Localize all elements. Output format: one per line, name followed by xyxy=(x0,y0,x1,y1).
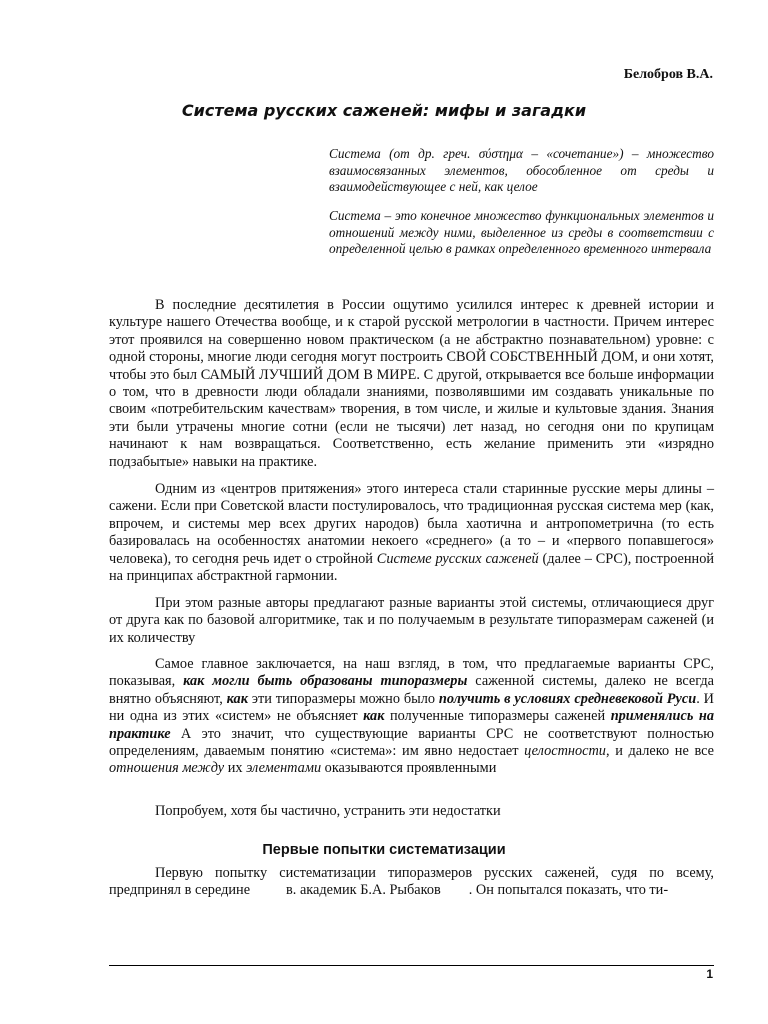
p4-text-8: их xyxy=(224,760,247,777)
p4-text-3: эти типоразмеры можно было xyxy=(247,690,439,707)
p4-italic-3: элементами xyxy=(246,760,322,777)
p4-emph-1: как могли быть образованы типоразмеры xyxy=(183,673,468,690)
paragraph-4-text xyxy=(109,656,714,778)
paragraph-6-text xyxy=(109,865,714,900)
p4-text-5: полученные типоразмеры саженей xyxy=(384,708,611,725)
p4-text-1: Самое главное заключается, на наш взгляд, в том, что предлагаемые варианты СРС, показывая, xyxy=(109,656,714,690)
paragraph-1-text: В последние десятилетия в России ощутимо усилился интерес к древней истории и культуре нашего Отечества вообще, и к старой русской метрологии в частности. Причем интерес этот проявился на совершенно новом практическом (а не абстрактно познавательном) уровне: с одной стороны, многие люди сегодня могут построить СВОЙ СОБСТВЕННЫЙ ДОМ, и они хотят, чтобы это был САМЫЙ ЛУЧШИЙ ДОМ В МИРЕ. С другой, открывается все больше информации о том, что в древности люди обладали знаниями, позволявшими им создавать уникальные по своим «потребительским качествам» творения, в том числе, и жилые и культовые здания. Знания эти были утрачены многие сотни (если не тысячи) лет назад, но сегодня они по крупицам начинают к нам возвращаться. Соответственно, есть желание применить эти «изрядно подзабытые» навыки на практике. xyxy=(109,297,714,470)
paragraph-2-emphasis: Системе русских саженей xyxy=(376,550,539,567)
paper-title: Система русских саженей: мифы и загадки xyxy=(181,101,587,120)
p4-text-7: , и далеко не все xyxy=(605,743,714,760)
paragraph-2-part-b: (далее – СРС), построенной на принципах абстрактной гармонии. xyxy=(109,550,714,585)
paragraph-3-text: При этом разные авторы предлагают разные варианты этой системы, отличающиеся друг от друга как по базовой алгоритмике, так и по получаемым в результате типоразмерам саженей (и их количеству xyxy=(109,595,714,646)
epigraph-2: Система – это конечное множество функциональных элементов и отношений между ними, выделенное из среды в соответствии с определенной целью в рамках определенного временного интервала xyxy=(329,208,714,256)
paragraph-4 xyxy=(109,656,714,778)
p4-italic-2: отношения между xyxy=(109,760,225,777)
p4-emph-3: получить в условиях средневековой Руси xyxy=(438,690,697,707)
p4-emph-5: применялись на практике xyxy=(109,708,714,742)
section-heading: Первые попытки систематизации xyxy=(262,842,506,858)
paragraph-3 xyxy=(109,595,714,647)
paragraph-2-text xyxy=(109,481,714,585)
author-name: Белобров В.А. xyxy=(623,67,713,82)
p4-emph-2: как xyxy=(226,690,248,707)
epigraph-1: Система (от др. греч. σύστημα – «сочетание») – множество взаимосвязанных элементов, обособленное от среды и взаимодействующее с ней, как целое xyxy=(329,146,714,194)
p4-emph-4: как xyxy=(363,708,385,725)
paragraph-6 xyxy=(109,865,714,900)
p6-part-c: . Он попытался показать, что ти- xyxy=(468,882,669,899)
page-number: 1 xyxy=(706,967,713,981)
p4-text-2: саженной системы, далеко не всегда внятно объясняют, xyxy=(109,673,715,707)
paragraph-5 xyxy=(109,803,714,820)
p4-text-4: . И ни одна из этих «систем» не объясняет xyxy=(109,690,714,725)
p4-italic-1: целостности xyxy=(524,743,606,760)
paragraph-5-text: Попробуем, хотя бы частично, устранить эти недостатки xyxy=(155,803,501,819)
p4-text-9: оказываются проявленными xyxy=(321,760,497,777)
p6-part-a: Первую попытку систематизации типоразмеров русских саженей, судя по всему, предпринял в середине xyxy=(109,865,714,899)
p6-part-b: в. академик Б.А. Рыбаков xyxy=(286,882,441,899)
footer-divider xyxy=(109,965,714,966)
p4-text-6: А это значит, что существующие варианты СРС не соответствуют полностью определениям, даваемым понятию «система»: им явно недостает xyxy=(109,725,714,760)
paragraph-2 xyxy=(109,481,714,585)
paragraph-2-part-a: Одним из «центров притяжения» этого интереса стали старинные русские меры длины – сажени. Если при Советской власти постулировалось, что традиционная русская система мер (как, впрочем, и системы мер всех других народов) была хаотична и антропометрична (то есть базировалась на особенностях анатомии некоего «среднего» (а то – и «первого попавшегося» человека), то сегодня речь идет о стройной xyxy=(109,481,714,567)
paragraph-1 xyxy=(109,297,714,471)
